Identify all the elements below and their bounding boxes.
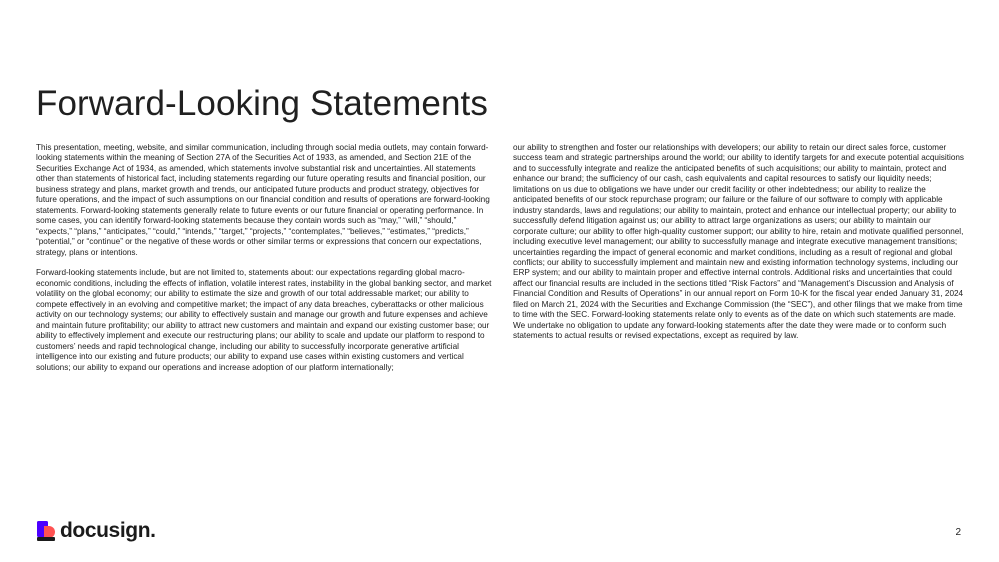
page-number: 2 — [955, 527, 961, 538]
left-text-column — [36, 143, 494, 383]
statements-list-paragraph: Forward-looking statements include, but are not limited to, statements about: our expectations regarding global macro-economic conditions, including the effects of inflation, volatile interest rates, instability in the global banking sector, and market volatility on the global economy; our ability to estimate the size and growth of our total addressable market; our ability to compete effectively in an evolving and competitive market; the impact of any data breaches, cyberattacks or other malicious activity on our technology systems; our ability to effectively sustain and manage our growth and future expenses and achieve and maintain future profitability; our ability to attract new customers and maintain and expand our existing customer base; our ability to effectively implement and execute our restructuring plans; our ability to scale and update our platform to respond to customers’ needs and rapid technological change, including our ability to successfully incorporate generative artificial intelligence into our existing and future products; our ability to expand use cases within existing customers and vertical solutions; our ability to expand our operations and increase adoption of our platform internationally; — [36, 268, 492, 372]
intro-paragraph: This presentation, meeting, website, and similar communication, including through social media outlets, may contain forward-looking statements within the meaning of Section 27A of the Securities Act of 1933, as amended, and Section 21E of the Securities Exchange Act of 1934, as amended, which statements involve substantial risk and uncertainties. All statements other than statements of historical fact, including statements regarding our future operating results and financial position, our business strategy and plans, market growth and trends, our anticipated future products and product strategy, objectives for future operations, and the impact of such assumptions on our financial condition and results of operations are forward-looking statements. Forward-looking statements generally relate to future events or our future financial or operating performance. In some cases, you can identify forward-looking statements because they contain words such as “may,” “will,” “should,” “expects,” “plans,” “anticipates,” “could,” “intends,” “target,” “projects,” “contemplates,” “believes,” “estimates,” “predicts,” “potential,” or “continue” or the negative of these words or other similar terms or expressions that concern our expectations, strategy, plans or intentions. — [36, 143, 490, 257]
logo-wordmark-text: docusign — [60, 519, 151, 542]
logo-wordmark — [60, 518, 156, 544]
statements-continued-paragraph: our ability to strengthen and foster our relationships with developers; our ability to retain our direct sales force, customer success team and strategic partnerships around the world; our ability to identify targets for and execute potential acquisitions and to successfully integrate and realize the anticipated benefits of such acquisitions; our ability to maintain, protect and enhance our brand; the sufficiency of our cash, cash equivalents and capital resources to satisfy our liquidity needs; limitations on us due to obligations we have under our credit facility or other indebtedness; our ability to realize the anticipated benefits of our stock repurchase program; our failure or the failure of our software to comply with applicable industry standards, laws and regulations; our ability to maintain, protect and enhance our intellectual property; our ability to successfully defend litigation against us; our ability to attract large organizations as users; our ability to maintain our corporate culture; our ability to offer high-quality customer support; our ability to hire, retain and motivate qualified personnel, including executive level management; our ability to successfully manage and integrate executive management transitions; uncertainties regarding the impact of general economic and market conditions, including as a result of regional and global conflicts; our ability to successfully implement and maintain new and existing information technology systems, including our ERP system; and our ability to maintain proper and effective internal controls. Additional risks and uncertainties that could affect our financial results are included in the sections titled “Risk Factors” and “Management’s Discussion and Analysis of Financial Condition and Results of Operations” in our annual report on Form 10-K for the fiscal year ended January 31, 2024 filed on March 21, 2024 with the Securities and Exchange Commission (the “SEC”), and other filings that we make from time to time with the SEC. Forward-looking statements relate only to events as of the date on which such statements are made. We undertake no obligation to update any forward-looking statements after the date they were made or to conform such statements to actual results or revised expectations, except as required by law. — [513, 143, 965, 341]
slide-title: Forward-Looking Statements — [36, 84, 488, 123]
right-text-column — [513, 143, 965, 352]
logo-wordmark-dot: . — [150, 519, 156, 542]
docusign-logo — [37, 518, 156, 544]
docusign-logo-mark-icon — [37, 521, 55, 541]
